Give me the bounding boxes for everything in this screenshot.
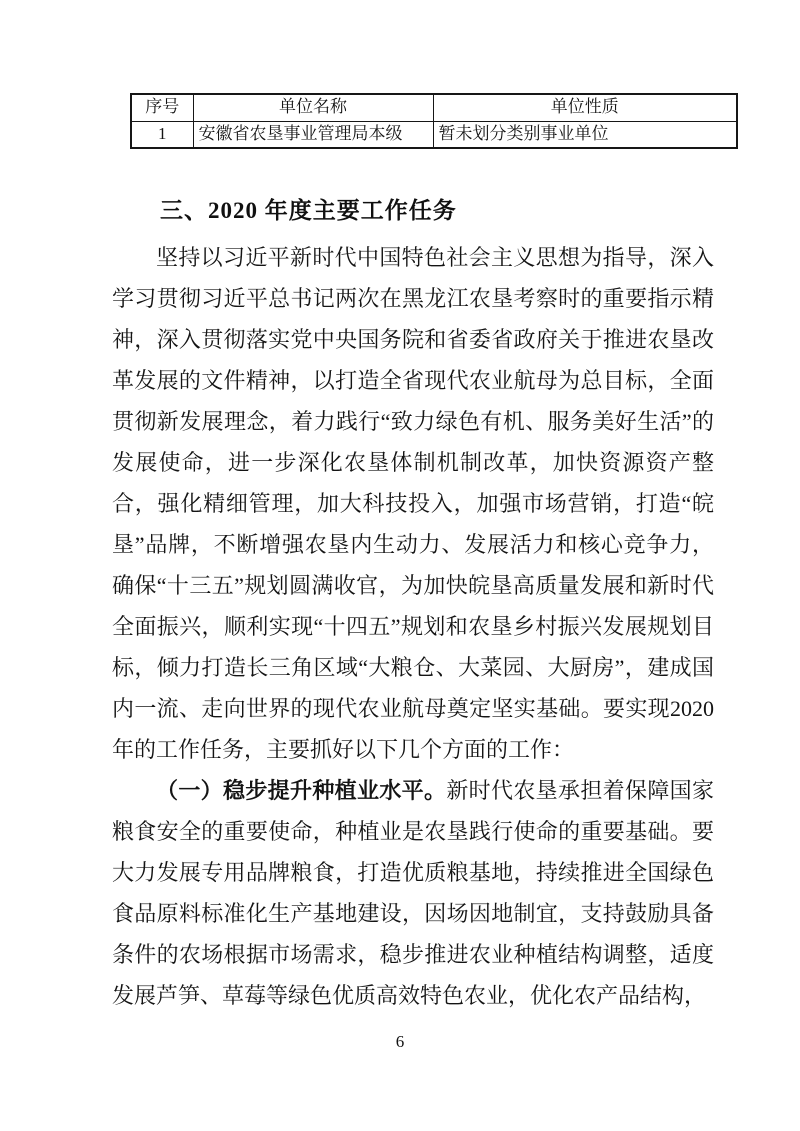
paragraph-task-one	[112, 770, 714, 1016]
section-heading: 三、2020 年度主要工作任务	[160, 198, 457, 223]
table-header-row	[131, 94, 737, 121]
header-seq: 序号	[131, 94, 193, 121]
cell-unit-name: 安徽省农垦事业管理局本级	[193, 121, 433, 148]
paragraph-intro: 坚持以习近平新时代中国特色社会主义思想为指导，深入学习贯彻习近平总书记两次在黑龙江农垦考察时的重要指示精神，深入贯彻落实党中央国务院和省委省政府关于推进农垦改革发展的文件精神，以打造全省现代农业航母为总目标，全面贯彻新发展理念，着力践行“致力绿色有机、服务美好生活”的发展使命，进一步深化农垦体制机制改革，加快资源资产整合，强化精细管理，加大科技投入，加强市场营销，打造“皖垦”品牌，不断增强农垦内生动力、发展活力和核心竞争力，确保“十三五”规划圆满收官，为加快皖垦高质量发展和新时代全面振兴，顺利实现“十四五”规划和农垦乡村振兴发展规划目标，倾力打造长三角区域“大粮仓、大菜园、大厨房”，建成国内一流、走向世界的现代农业航母奠定坚实基础。要实现2020年的工作任务，主要抓好以下几个方面的工作：	[112, 245, 714, 762]
paragraph-task-one-body: 新时代农垦承担着保障国家粮食安全的重要使命，种植业是农垦践行使命的重要基础。要大力发展专用品牌粮食，打造优质粮基地，持续推进全国绿色食品原料标准化生产基地建设，因场因地制宜，支持鼓励具备条件的农场根据市场需求，稳步推进农业种植结构调整，适度发展芦笋、草莓等绿色优质高效特色农业，优化农产品结构，	[112, 778, 714, 1008]
unit-classification-table	[130, 93, 738, 149]
paragraph-task-one-lead: （一）稳步提升种植业水平。	[156, 778, 447, 803]
cell-seq: 1	[131, 121, 193, 148]
cell-unit-nature: 暂未划分类别事业单位	[433, 121, 737, 148]
header-unit-name: 单位名称	[193, 94, 433, 121]
page-number: 6	[395, 1032, 405, 1051]
table-row	[131, 121, 737, 148]
header-unit-nature: 单位性质	[433, 94, 737, 121]
body-text	[112, 237, 714, 1016]
